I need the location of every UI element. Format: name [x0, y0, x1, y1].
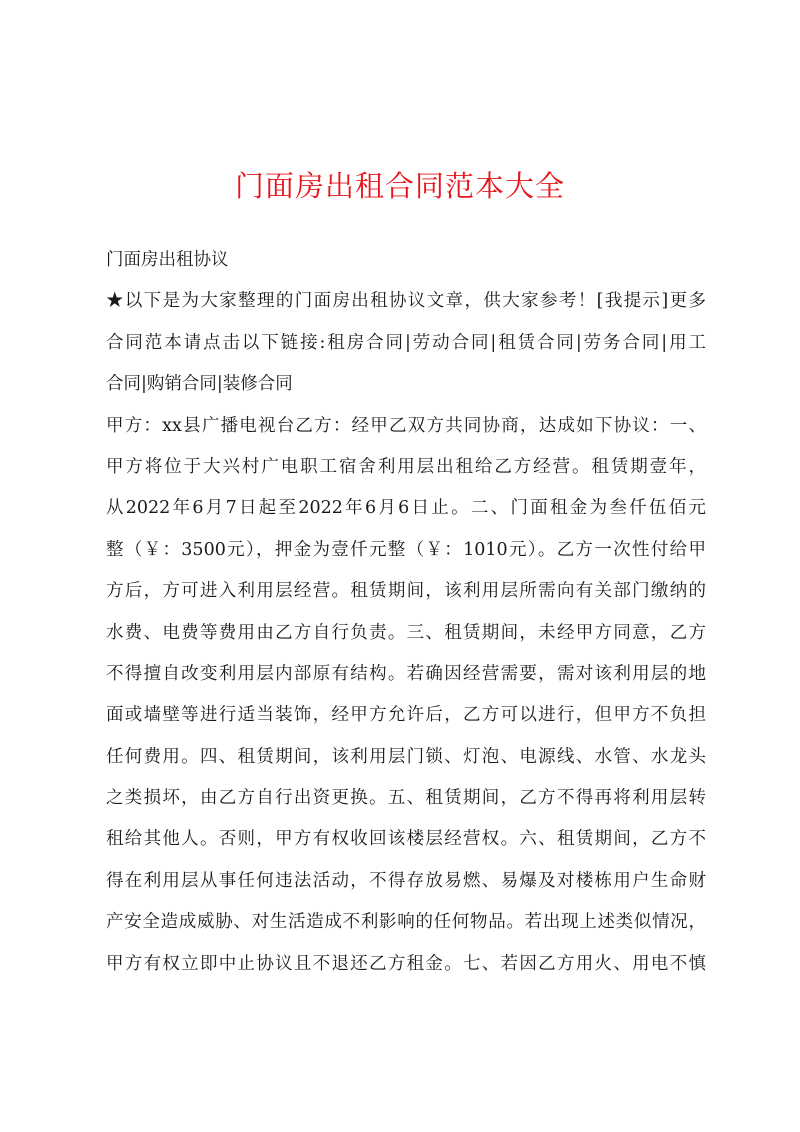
body-line-6: 水费、电费等费用由乙方自行负责。三、租赁期间，未经甲方同意，乙方: [106, 622, 706, 643]
body-line-11: 租给其他人。否则，甲方有权收回该楼层经营权。六、租赁期间，乙方不: [106, 829, 706, 850]
body-line-14: 甲方有权立即中止协议且不退还乙方租金。七、若因乙方用火、用电不慎: [106, 953, 706, 974]
document-title: 门面房出租合同范本大全: [234, 169, 565, 203]
body-line-12: 得在利用层从事任何违法活动，不得存放易燃、易爆及对楼栋用户生命财: [106, 870, 706, 891]
intro-line-3: 合同|购销合同|装修合同: [106, 374, 293, 395]
body-line-4: 整（￥：3500元），押金为壹仟元整（￥：1010元）。乙方一次性付给甲: [106, 539, 706, 560]
subtitle: 门面房出租协议: [106, 250, 229, 270]
body-line-10: 之类损坏，由乙方自行出资更换。五、租赁期间，乙方不得再将利用层转: [106, 788, 706, 809]
intro-line-1: ★以下是为大家整理的门面房出租协议文章，供大家参考！[我提示]更多: [106, 291, 706, 312]
body-line-9: 任何费用。四、租赁期间，该利用层门锁、灯泡、电源线、水管、水龙头: [106, 746, 706, 767]
body-line-8: 面或墙壁等进行适当装饰，经甲方允许后，乙方可以进行，但甲方不负担: [106, 705, 706, 726]
body-line-5: 方后，方可进入利用层经营。租赁期间，该利用层所需向有关部门缴纳的: [106, 581, 706, 602]
body-line-3: 从2022年6月7日起至2022年6月6日止。二、门面租金为叁仟伍佰元: [106, 498, 706, 519]
body-line-13: 产安全造成威胁、对生活造成不利影响的任何物品。若出现上述类似情况，: [106, 912, 706, 933]
body-line-2: 甲方将位于大兴村广电职工宿舍利用层出租给乙方经营。租赁期壹年，: [106, 456, 706, 477]
body-line-1: 甲方：xx县广播电视台乙方：经甲乙双方共同协商，达成如下协议：一、: [106, 415, 706, 436]
document-body: [106, 240, 706, 985]
body-line-7: 不得擅自改变利用层内部原有结构。若确因经营需要，需对该利用层的地: [106, 663, 706, 684]
intro-line-2: 合同范本请点击以下链接:租房合同|劳动合同|租赁合同|劳务合同|用工: [106, 332, 706, 353]
